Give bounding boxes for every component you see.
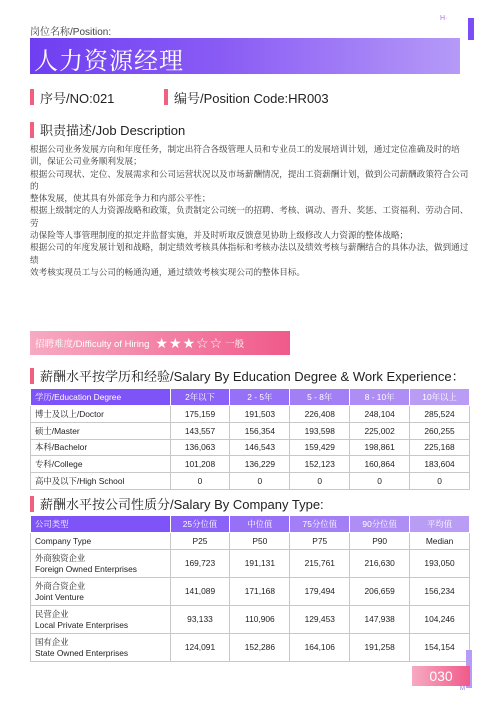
table-cell: 93,133 xyxy=(170,606,230,634)
table-cell: 193,598 xyxy=(290,422,350,439)
table-cell: 0 xyxy=(350,473,410,490)
table-cell: 175,159 xyxy=(170,406,230,423)
company-table-heading-text: 薪酬水平按公司性质分/Salary By Company Type: xyxy=(40,497,324,512)
description-line: 根据公司现状、定位、发展需求和公司运营状况以及市场薪酬情况，提出工资薪酬计划，做到公司薪酬政策符合公司的 xyxy=(30,168,469,191)
column-header: 10年以上 xyxy=(410,389,470,406)
description-line: 动保险等人事管理制度的拟定并监督实施，并及时听取反馈意见协助上级修改人力资源的整体战略； xyxy=(30,230,409,241)
row-label xyxy=(31,578,171,606)
table-cell: 0 xyxy=(230,473,290,490)
description-line: 整体发展，使其具有外部竞争力和内部公平性； xyxy=(30,193,211,204)
column-header: 90分位值 xyxy=(350,516,410,533)
serial-field xyxy=(30,88,114,106)
table-cell: 193,050 xyxy=(410,550,470,578)
company-type-cn: 国有企业 xyxy=(35,636,69,647)
row-label: 硕士/Master xyxy=(31,422,171,439)
difficulty-stars: ★★★☆☆ xyxy=(155,334,224,351)
table-cell: 104,246 xyxy=(410,606,470,634)
row-label: Company Type xyxy=(31,533,171,550)
description-line: 效考核实现员工与公司的畅通沟通，通过绩效考核实现公司的整体目标。 xyxy=(30,266,306,277)
position-code-field xyxy=(164,88,329,106)
column-header: 中位值 xyxy=(230,516,290,533)
table-row xyxy=(31,550,470,578)
table-cell: 156,354 xyxy=(230,422,290,439)
table-cell: 136,063 xyxy=(170,439,230,456)
company-table-heading xyxy=(30,494,324,513)
education-table-heading xyxy=(30,366,465,385)
job-description-body xyxy=(30,143,470,278)
column-header: 平均值 xyxy=(410,516,470,533)
education-table-heading-text: 薪酬水平按学历和经验/Salary By Education Degree & Work Experience： xyxy=(40,369,465,384)
serial-text: 序号/NO:021 xyxy=(40,90,115,106)
table-header-row xyxy=(31,389,470,406)
table-row xyxy=(31,606,470,634)
row-label xyxy=(31,550,171,578)
column-header: 75分位值 xyxy=(290,516,350,533)
company-type-en: State Owned Enterprises xyxy=(35,647,129,658)
table-cell: 198,861 xyxy=(350,439,410,456)
table-cell: Median xyxy=(410,533,470,550)
table-cell: 136,229 xyxy=(230,456,290,473)
table-row xyxy=(31,456,470,473)
bullet-marker xyxy=(30,89,34,105)
table-cell: 248,104 xyxy=(350,406,410,423)
column-header: 2 - 5年 xyxy=(230,389,290,406)
description-line: 根据公司的年度发展计划和战略，制定绩效考核具体指标和考核办法以及绩效考核与薪酬结合的具体办法，做到通过绩 xyxy=(30,242,469,265)
table-cell: 147,938 xyxy=(350,606,410,634)
description-line: 根据上级制定的人力资源战略和政策，负责制定公司统一的招聘、考核、调动、晋升、奖惩、工资福利、劳动合同、劳 xyxy=(30,205,469,228)
table-cell: 215,761 xyxy=(290,550,350,578)
bullet-marker xyxy=(30,496,34,512)
table-cell: P25 xyxy=(170,533,230,550)
table-cell: 225,168 xyxy=(410,439,470,456)
table-cell: 226,408 xyxy=(290,406,350,423)
table-row xyxy=(31,439,470,456)
job-description-heading xyxy=(30,120,185,139)
table-cell: 152,123 xyxy=(290,456,350,473)
table-cell: 179,494 xyxy=(290,578,350,606)
table-cell: 143,557 xyxy=(170,422,230,439)
table-cell: 216,630 xyxy=(350,550,410,578)
company-type-en: Local Private Enterprises xyxy=(35,619,129,630)
job-description-heading-text: 职责描述/Job Description xyxy=(40,123,186,138)
table-cell: 285,524 xyxy=(410,406,470,423)
table-cell: 110,906 xyxy=(230,606,290,634)
bullet-marker xyxy=(30,122,34,138)
company-type-cn: 民营企业 xyxy=(35,608,69,619)
table-row xyxy=(31,422,470,439)
table-cell: 101,208 xyxy=(170,456,230,473)
column-header: 学历/Education Degree xyxy=(31,389,171,406)
table-cell: 169,723 xyxy=(170,550,230,578)
page-number: 030 xyxy=(412,666,470,686)
table-cell: 206,659 xyxy=(350,578,410,606)
table-row xyxy=(31,578,470,606)
top-accent-bar xyxy=(468,18,474,40)
table-cell: 164,106 xyxy=(290,634,350,662)
table-cell: 160,864 xyxy=(350,456,410,473)
table-cell: 159,429 xyxy=(290,439,350,456)
column-header: 25分位值 xyxy=(170,516,230,533)
table-header-row xyxy=(31,516,470,533)
table-cell: 124,091 xyxy=(170,634,230,662)
row-label: 高中及以下/High School xyxy=(31,473,171,490)
corner-mark-top: H· xyxy=(440,15,448,22)
row-label: 博士及以上/Doctor xyxy=(31,406,171,423)
column-header: 2年以下 xyxy=(170,389,230,406)
table-row xyxy=(31,634,470,662)
table-cell: 260,255 xyxy=(410,422,470,439)
table-cell: P50 xyxy=(230,533,290,550)
page-title: 人力资源经理 xyxy=(34,47,184,75)
table-cell: 0 xyxy=(170,473,230,490)
column-header: 5 - 8年 xyxy=(290,389,350,406)
education-salary-table xyxy=(30,388,470,490)
corner-mark-bottom: M xyxy=(460,686,465,692)
table-cell: 0 xyxy=(290,473,350,490)
bullet-marker xyxy=(164,89,168,105)
table-cell: 183,604 xyxy=(410,456,470,473)
bullet-marker xyxy=(30,368,34,384)
table-cell: 154,154 xyxy=(410,634,470,662)
row-label: 本科/Bachelor xyxy=(31,439,171,456)
company-type-cn: 外商合资企业 xyxy=(35,580,86,591)
difficulty-level: 一般 xyxy=(225,339,245,350)
company-type-cn: 外商独资企业 xyxy=(35,552,86,563)
table-subheader-row xyxy=(31,533,470,550)
description-line: 根据公司业务发展方向和年度任务，制定出符合各级管理人员和专业员工的发展培训计划，通过定位准确及时的培 xyxy=(30,144,460,154)
table-cell: 146,543 xyxy=(230,439,290,456)
table-cell: 225,002 xyxy=(350,422,410,439)
table-cell: 152,286 xyxy=(230,634,290,662)
table-cell: P90 xyxy=(350,533,410,550)
table-cell: 129,453 xyxy=(290,606,350,634)
table-cell: 191,503 xyxy=(230,406,290,423)
position-label: 岗位名称/Position: xyxy=(30,27,112,38)
table-row xyxy=(31,473,470,490)
table-cell: P75 xyxy=(290,533,350,550)
row-label xyxy=(31,634,171,662)
difficulty-label: 招聘难度/Difficulty of Hiring xyxy=(35,339,150,350)
table-cell: 191,258 xyxy=(350,634,410,662)
table-cell: 156,234 xyxy=(410,578,470,606)
row-label: 专科/College xyxy=(31,456,171,473)
difficulty-banner xyxy=(30,331,290,355)
table-cell: 191,131 xyxy=(230,550,290,578)
row-label xyxy=(31,606,171,634)
company-salary-table xyxy=(30,515,470,662)
company-type-en: Joint Venture xyxy=(35,591,84,602)
position-code-text: 编号/Position Code:HR003 xyxy=(174,90,329,106)
company-type-en: Foreign Owned Enterprises xyxy=(35,563,137,574)
description-line: 训，保证公司业务顺利发展； xyxy=(30,156,142,167)
column-header: 公司类型 xyxy=(31,516,171,533)
table-cell: 141,089 xyxy=(170,578,230,606)
table-cell: 0 xyxy=(410,473,470,490)
column-header: 8 - 10年 xyxy=(350,389,410,406)
table-row xyxy=(31,406,470,423)
table-cell: 171,168 xyxy=(230,578,290,606)
